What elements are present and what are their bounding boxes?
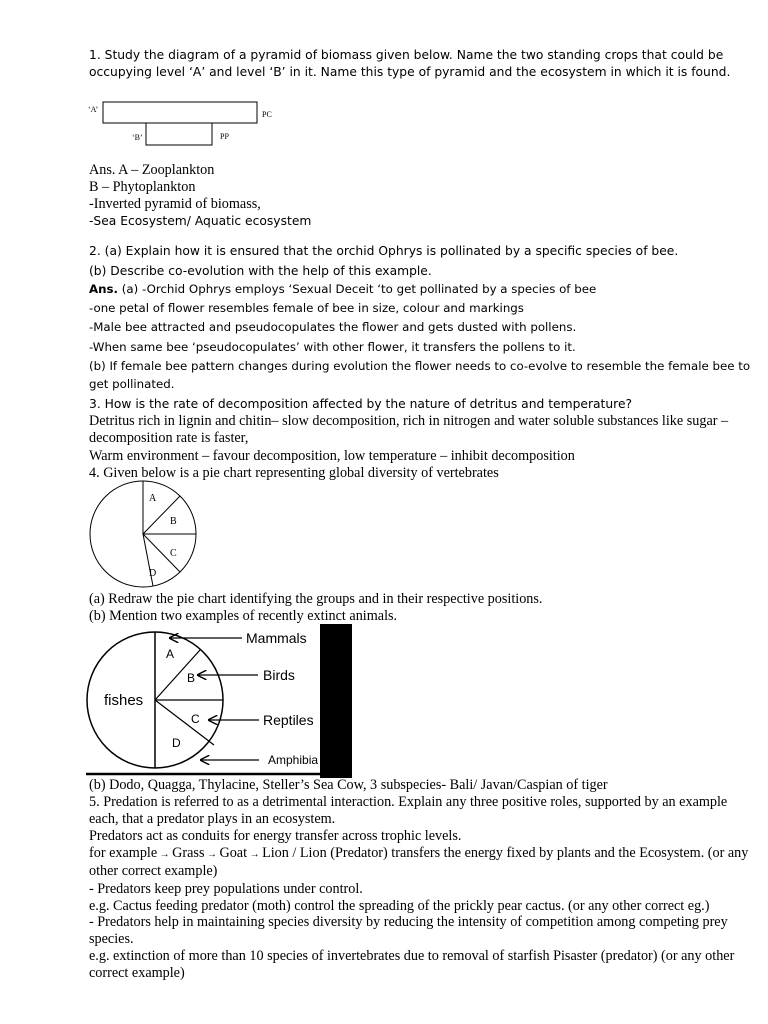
food-chain-grass: Grass	[172, 845, 205, 861]
question-3: 3. How is the rate of decomposition affected by the nature of detritus and temperature?	[89, 397, 633, 411]
pyramid-label-a: ‘A’	[88, 105, 99, 114]
q2-answer-4: -When same bee ‘pseudocopulates’ with other flower, it transfers the pollens to it.	[89, 340, 576, 354]
q3-answer-2: Warm environment – favour decomposition, low temperature – inhibit decomposition	[89, 448, 575, 464]
q1-answer-b: B – Phytoplankton	[89, 179, 196, 195]
pie2-label-mammals: Mammals	[246, 630, 307, 646]
q2-answer-1	[89, 280, 596, 298]
pyramid-label-pc: PC	[262, 110, 272, 119]
labeled-vertebrate-pie-chart	[86, 624, 352, 778]
pie2-label-fishes: fishes	[104, 692, 144, 709]
q5-answer-1: Predators act as conduits for energy transfer across trophic levels.	[89, 828, 462, 844]
q5-answer-2-example: e.g. Cactus feeding predator (moth) control the spreading of the prickly pear cactus. (or any other correct eg.)	[89, 898, 710, 914]
q1-answer-a: Ans. A – Zooplankton	[89, 162, 215, 178]
q1-answer-ecosystem: -Sea Ecosystem/ Aquatic ecosystem	[89, 214, 312, 228]
question-4b: (b) Mention two examples of recently extinct animals.	[89, 608, 398, 624]
q5-answer-3-example: e.g. extinction of more than 10 species of invertebrates due to removal of starfish Pisaster (predator) (or any other correct example)	[89, 948, 735, 981]
pie-label-a: A	[149, 493, 157, 504]
pie2-label-amphibians: Amphibia	[268, 753, 319, 767]
question-2a: 2. (a) Explain how it is ensured that the orchid Ophrys is pollinated by a specific species of bee.	[89, 244, 679, 258]
pyramid-label-pp: PP	[220, 132, 229, 141]
q3-answer-1: Detritus rich in lignin and chitin– slow decomposition, rich in nitrogen and water soluble substances like sugar – decomposition rate is faster,	[89, 413, 729, 446]
arrow-icon: →	[247, 849, 263, 860]
pie-label-c: C	[170, 548, 177, 559]
arrow-icon: →	[204, 849, 220, 860]
question-4: 4. Given below is a pie chart representing global diversity of vertebrates	[89, 465, 499, 481]
q5-answer-3: - Predators help in maintaining species diversity by reducing the intensity of competition among competing prey species.	[89, 914, 728, 947]
example-prefix: for example	[89, 845, 158, 861]
food-chain-goat: Goat	[219, 845, 248, 861]
pie2-label-d: D	[172, 736, 181, 750]
q2-answer-1-text: (a) -Orchid Ophrys employs ‘Sexual Deceit ‘to get pollinated by a species of bee	[118, 282, 597, 296]
pie2-label-birds: Birds	[263, 667, 295, 683]
q2-answer-2: -one petal of flower resembles female of bee in size, colour and markings	[89, 301, 524, 315]
q1-answer-pyramid-type: -Inverted pyramid of biomass,	[89, 196, 261, 212]
q2-answer-3: -Male bee attracted and pseudocopulates the flower and gets dusted with pollens.	[89, 320, 577, 334]
pyramid-of-biomass-diagram	[86, 98, 286, 150]
pie2-label-b: B	[187, 671, 196, 685]
q4-answer-b: (b) Dodo, Quagga, Thylacine, Steller’s Sea Cow, 3 subspecies- Bali/ Javan/Caspian of tiger	[89, 777, 608, 793]
question-1: 1. Study the diagram of a pyramid of biomass given below. Name the two standing crops that could be occupying level ‘A’ and level ‘B’ in it. Name this type of pyramid and the ecosystem in which it is found.	[89, 48, 731, 79]
question-5: 5. Predation is referred to as a detrimental interaction. Explain any three positive roles, supported by an example each, that a predator plays in an ecosystem.	[89, 794, 728, 827]
food-chain-rest: Lion / Lion (Predator) transfers the energy fixed by plants and the Ecosystem. (or any other correct example)	[89, 845, 749, 879]
q2-answer-5: (b) If female bee pattern changes during evolution the flower needs to co-evolve to resemble the female bee to get pollinated.	[89, 359, 751, 391]
question-4a: (a) Redraw the pie chart identifying the groups and in their respective positions.	[89, 591, 543, 607]
answer-label: Ans.	[89, 282, 119, 296]
q5-answer-1-example	[89, 845, 751, 880]
pie-label-b: B	[170, 516, 177, 527]
question-2b: (b) Describe co-evolution with the help of this example.	[89, 264, 432, 278]
pie2-label-reptiles: Reptiles	[263, 712, 314, 728]
arrow-icon: →	[157, 849, 173, 860]
pie-label-d: D	[149, 568, 157, 579]
q5-answer-2: - Predators keep prey populations under control.	[89, 881, 363, 897]
pie2-label-a: A	[166, 647, 175, 661]
vertebrate-pie-chart	[86, 480, 206, 590]
pyramid-label-b: ‘B’	[132, 133, 143, 142]
pie2-label-c: C	[191, 712, 200, 726]
